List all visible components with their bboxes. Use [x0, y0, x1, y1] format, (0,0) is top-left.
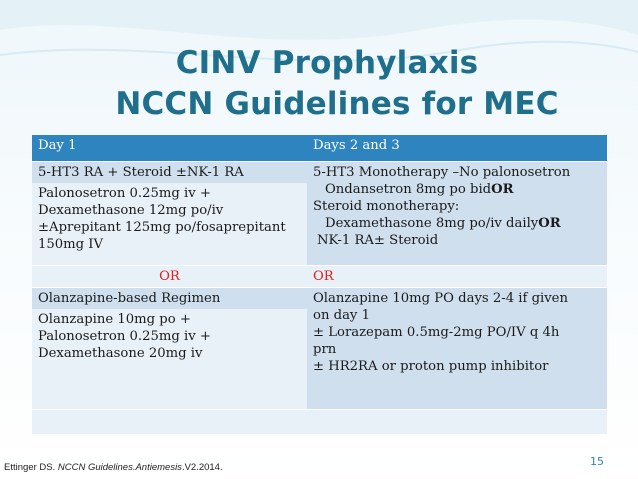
list-item: Steroid monotherapy: — [313, 199, 460, 214]
table-row — [32, 266, 607, 288]
table-row — [32, 288, 607, 410]
list-item: Dexamethasone 20mg iv — [38, 346, 203, 361]
list-item: on day 1 — [313, 308, 370, 323]
header-day1: Day 1 — [32, 135, 307, 162]
list-item: Palonosetron 0.25mg iv + — [38, 186, 211, 201]
slide-title-line2: NCCN Guidelines for MEC — [115, 86, 559, 122]
days-2-3-regimen — [307, 162, 607, 266]
citation: Ettinger DS. NCCN Guidelines.Antiemesis.V2.2014. — [4, 462, 223, 473]
olanzapine-days-2-3 — [307, 288, 607, 410]
empty-cell — [32, 410, 307, 435]
day1-cell-group — [32, 162, 307, 266]
list-item: Palonosetron 0.25mg iv + — [38, 329, 211, 344]
list-item: 5-HT3 Monotherapy –No palonosetron — [313, 165, 571, 180]
page-number: 15 — [590, 455, 604, 468]
list-item: Dexamethasone 12mg po/iv — [38, 203, 224, 218]
day1-regimen-summary: 5-HT3 RA + Steroid ±NK-1 RA — [32, 162, 307, 183]
olanzapine-day1-group — [32, 288, 307, 410]
list-item: ± HR2RA or proton pump inhibitor — [313, 359, 549, 374]
table-row-empty — [32, 410, 607, 435]
olanzapine-regimen-title: Olanzapine-based Regimen — [32, 288, 307, 309]
regimen-table — [32, 135, 607, 435]
list-item: ±Aprepitant 125mg po/fosaprepitant — [38, 220, 286, 235]
list-item: Dexamethasone 8mg po/iv dailyOR — [325, 216, 561, 231]
or-separator-col1: OR — [32, 266, 307, 288]
list-item: NK-1 RA± Steroid — [317, 233, 439, 248]
list-item: Olanzapine 10mg po + — [38, 312, 191, 327]
list-item: Olanzapine 10mg PO days 2-4 if given — [313, 291, 568, 306]
list-item: ± Lorazepam 0.5mg-2mg PO/IV q 4h — [313, 325, 560, 340]
empty-cell — [307, 410, 607, 435]
slide-title-line1: CINV Prophylaxis — [175, 45, 479, 81]
header-days-2-3: Days 2 and 3 — [307, 135, 607, 162]
list-item: 150mg IV — [38, 237, 104, 252]
list-item: Ondansetron 8mg po bidOR — [325, 182, 514, 197]
table-row — [32, 162, 607, 266]
list-item: prn — [313, 342, 337, 357]
olanzapine-day1-detail — [32, 309, 307, 409]
or-separator-col2: OR — [307, 266, 607, 288]
table-header-row — [32, 135, 607, 162]
day1-regimen-detail — [32, 183, 307, 265]
